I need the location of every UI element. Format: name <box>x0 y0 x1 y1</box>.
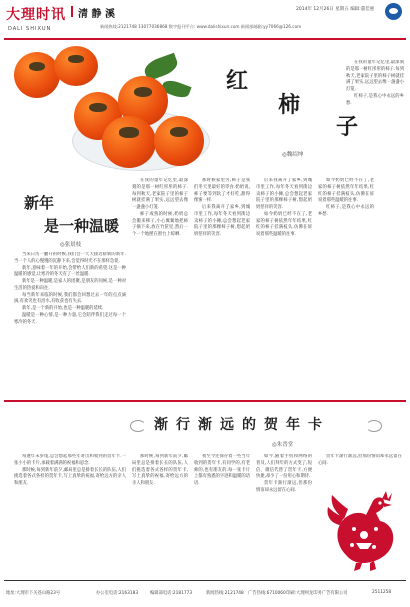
paragraph: 那时候,每到新年前夕,邮局里总是排着长长的队伍,人们挑选着各式各样的贺年卡,写上真挚的祝福,寄给远方的亲人和朋友. <box>14 467 126 486</box>
paragraph: 每当新年来临的时候,我们都会回想过去一年的点点滴滴,有欢笑也有泪水,有收获也有失去. <box>14 292 126 305</box>
feature-column-3 <box>256 178 312 398</box>
masthead-contact-info: 新闻热线:2121748 13077036868 数字报刊平台: www.dalishixun.com 新闻部邮箱:yy7066@126.com <box>100 24 302 29</box>
paragraph: 如今奶奶已经不在了,老家的柿子树依然年年结果,红红的柿子挂满枝头,仿佛在诉说着那些温暖的往事. <box>256 211 312 237</box>
footer-address: 地址:大理市下关苍山路23号 <box>6 591 61 596</box>
footer-issue-phone: 2511258 <box>372 590 392 595</box>
footer-printer: 印刷:大理州龙印务广告有限公司 <box>286 591 348 596</box>
feature-column-1 <box>132 178 188 398</box>
paragraph: 在我的童年记忆里,最深刻的是那一树红彤彤的柿子.每到秋天,老家院子里的柿子树就挂满了果实,远远望去像一盏盏小灯笼. <box>346 60 404 92</box>
article-title-line-2: 是一种温暖 <box>44 217 120 235</box>
footer-office-phone: 办公室电话:2163183 <box>96 591 139 596</box>
paragraph: 那时候,每到新年前夕,邮局里总是排着长长的队伍,人们挑选着各式各样的贺年卡,写上真挚的祝福,寄给远方的亲人和朋友. <box>132 454 188 486</box>
feature-column-5 <box>346 60 404 398</box>
masthead <box>0 0 410 40</box>
persimmon-icon <box>154 116 204 166</box>
paragraph: 后来我离开了家乡,到城市里工作,每年冬天看到街边卖柿子的小摊,总会想起老家院子里的那棵柿子树,想起奶奶慈祥的笑容. <box>256 178 312 210</box>
paragraph: 那时候家里穷,柿子是我们冬天里最好的零食.奶奶说,柿子要等到软了才好吃,甜得像蜜一样. <box>194 178 250 204</box>
swirl-ornament-icon <box>366 420 382 432</box>
section-divider <box>4 400 406 402</box>
paragraph: 新年,是一个新的开始,也是一种温暖的延续. <box>22 306 104 311</box>
footer-rule <box>4 580 406 581</box>
bottom-article-title: 渐行渐远的贺年卡 <box>154 417 330 433</box>
paragraph: 后来我离开了家乡,到城市里工作,每年冬天看到街边卖柿子的小摊,总会想起老家院子里的那棵柿子树,想起奶奶慈祥的笑容. <box>194 205 250 237</box>
feature-column-2 <box>194 178 250 398</box>
bottom-article-author: ◎朱晋堂 <box>272 442 294 448</box>
persimmon-icon <box>14 52 60 98</box>
masthead-rule <box>4 38 406 40</box>
paragraph: 红柿子,是我心中永远的乡愁. <box>346 93 404 106</box>
bottom-column-4 <box>256 454 312 578</box>
persimmon-photo <box>14 46 210 174</box>
footer-news-hotline: 新闻热线:2121748 <box>206 591 244 596</box>
feature-title-char-2: 柿 <box>278 92 301 118</box>
article-left-column <box>14 252 126 398</box>
paragraph: 我至今还保存着一些当年收到的贺年卡,有同学的,有老师的,也有朋友的.每一张卡片上都有熟悉的字迹和温暖的话语. <box>194 454 250 486</box>
paragraph: 新年是一种温暖,是家人的团聚,是朋友的问候,是一种对生活的热爱和向往. <box>14 279 126 291</box>
bottom-column-3 <box>194 454 250 578</box>
section-name: 清 静 溪 <box>78 5 115 20</box>
paragraph: 如今,随着手机和网络的普及,人们拜年的方式变了,短信、微信代替了贺年卡,方便快捷,却少了一份用心和期待. <box>256 454 312 480</box>
bottom-column-5 <box>318 454 402 484</box>
paragraph: 新年,意味着一年的开始,会带给人们新的希望.这是一种温暖的感觉,让寒冷的冬天有了一丝温暖. <box>14 265 126 278</box>
footer <box>0 583 410 603</box>
persimmon-icon <box>102 116 156 168</box>
paragraph: 柿子成熟的时候,奶奶总会搬来梯子,小心翼翼地把柿子摘下来,放在竹筐里,然后一个一个地摆在窗台上晾晒. <box>132 211 188 237</box>
bottom-column-1 <box>14 454 126 578</box>
footer-editorial-phone: 编辑部电话:2181773 <box>150 591 193 596</box>
paragraph: 在我的童年记忆里,最深刻的是那一树红彤彤的柿子.每到秋天,老家院子里的柿子树就挂满了果实,远远望去像一盏盏小灯笼. <box>132 178 188 210</box>
feature-title-char-1: 红 <box>226 68 249 94</box>
paragraph: 红柿子,是我心中永远的乡愁. <box>318 205 374 217</box>
feature-author: ◎魏绍坤 <box>282 152 304 158</box>
persimmon-icon <box>54 46 98 86</box>
article-title-line-1: 新年 <box>24 194 55 212</box>
feature-title-char-3: 子 <box>336 114 359 140</box>
bottom-column-2 <box>132 454 188 578</box>
article-author: ◎张晨枝 <box>60 242 82 248</box>
newspaper-brand: 大理时讯 <box>6 7 66 23</box>
paragraph: 如今奶奶已经不在了,老家的柿子树依然年年结果,红红的柿子挂满枝头,仿佛在诉说着那些温暖的往事. <box>318 178 374 204</box>
paragraph: 贺年卡渐行渐远,但那份情谊却永远留在心间. <box>318 454 402 466</box>
paragraph: 温暖是一种心情,是一种力量,它会陪伴我们走过每一个寒冷的冬天. <box>14 312 126 325</box>
paragraph: 每逢年末岁尾,总会想起那些年寄出和收到的贺年卡.一张小小的卡片,承载着满满的祝福和思念. <box>14 454 126 466</box>
newspaper-brand-en: DALI SHIXUN <box>8 26 52 32</box>
swirl-ornament-icon <box>130 420 146 432</box>
paragraph: 当来日历一翻开的时候,我们会一天天接近崭新的新年.当一个人的心慢慢的沉静下来,会觉得时光不在那样急促. <box>14 252 126 264</box>
logo-icon <box>385 3 402 20</box>
footer-ads-hotline: 广告热线:6710060 <box>248 591 286 596</box>
issue-date: 2014年 12月26日 星期五 编辑:董佳惠 <box>296 7 375 12</box>
rooster-papercut-illustration <box>326 485 402 573</box>
paragraph: 贺年卡渐行渐远,但那份情谊却永远留在心间. <box>256 481 312 493</box>
